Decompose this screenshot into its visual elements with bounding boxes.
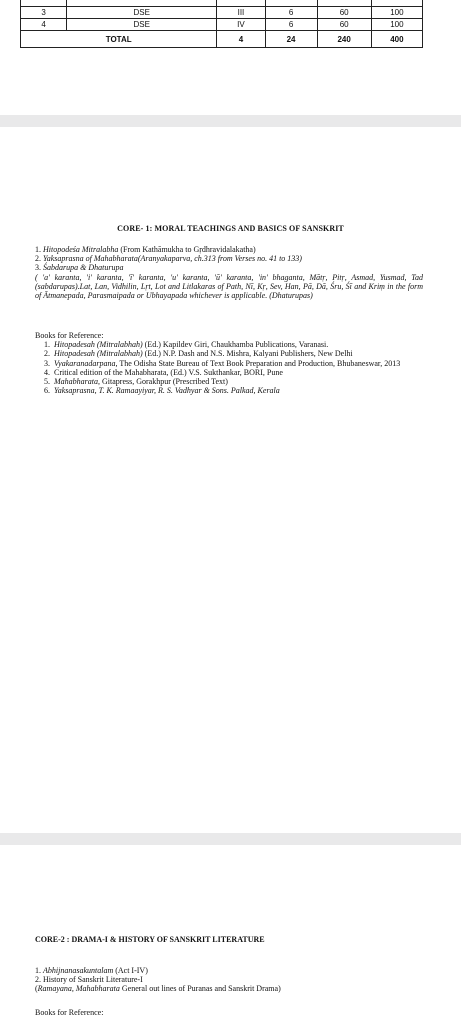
page-1 bbox=[0, 0, 461, 115]
list-item: 2. Hitopadesah (Mitralabhah) (Ed.) N.P. Dash and N.S. Mishra, Kalyani Publishers, New Delhi bbox=[44, 349, 353, 359]
table-total-row: TOTAL 4 24 240 400 bbox=[21, 31, 423, 48]
list-item: 3. Śabdarupa & Dhaturupa bbox=[35, 263, 124, 273]
reference-list bbox=[35, 340, 423, 395]
books-label: Books for Reference: bbox=[35, 331, 104, 340]
page-gap bbox=[0, 115, 461, 127]
core1-books bbox=[35, 331, 423, 395]
table-row: 3 DSE III 6 60 100 bbox=[21, 7, 423, 19]
credits-table bbox=[20, 0, 423, 48]
literature-note: (Ramayana, Mahabharata General out lines of Puranas and Sanskrit Drama) bbox=[35, 984, 281, 994]
dhaturupa-paragraph: ( 'a' karanta, 'i' karanta, 'ī' karanta, 'u' karanta, 'ū' karanta, 'in' bhaganta, Mātṛ, Pitṛ, Asmad, Yusmad, Tad (sabdarupas).Lat, Lan, Vidhilin, Lṛt, Lot and Litlakaras of Path, Nī, Kṛ, Sev, Han, Pā, Dā, Śru, Śī and Kriṃ in the form of Ātmanepada, Parasmaipada or Ubhayapada whichever is applicable. (Dhaturupas) bbox=[35, 272, 423, 301]
core2-syllabus bbox=[35, 966, 423, 994]
list-item: 2. Yaksaprasna of Mahabharata(Aranyakaparva, ch.313 from Verses no. 41 to 133) bbox=[35, 254, 302, 264]
list-item: 4. Critical edition of the Mahabharata, (Ed.) V.S. Sukthankar, BORI, Pune bbox=[44, 367, 283, 377]
list-item: 1. Hitopodeśa Mitralabha (From Kathāmukha to Gṛdhravidalakatha) bbox=[35, 245, 256, 254]
core1-syllabus bbox=[35, 245, 423, 300]
list-item: 2. History of Sanskrit Literature-I bbox=[35, 975, 143, 985]
list-item: 3. Vyakaranadarpana, The Odisha State Bureau of Text Book Preparation and Production, Bhubaneswar, 2013 bbox=[44, 358, 401, 368]
page-2 bbox=[0, 127, 461, 833]
list-item: 5. Mahabharata, Gitapress, Gorakhpur (Prescribed Text) bbox=[44, 377, 228, 387]
core2-heading: CORE-2 : DRAMA-I & HISTORY OF SANSKRIT LITERATURE bbox=[35, 935, 265, 944]
core2-books bbox=[35, 1008, 423, 1017]
page-3 bbox=[0, 845, 461, 1024]
list-item: 1. Hitopadesah (Mitralabhah) (Ed.) Kapildev Giri, Chaukhamba Publications, Varanasi. bbox=[44, 340, 329, 350]
page-gap bbox=[0, 833, 461, 845]
core1-heading: CORE- 1: MORAL TEACHINGS AND BASICS OF SANSKRIT bbox=[117, 224, 344, 233]
list-item: 6. Yaksaprasna, T. K. Ramaayiyar, R. S. Vadhyar & Sons. Palkad, Kerala bbox=[44, 386, 280, 396]
books-label: Books for Reference: bbox=[35, 1008, 104, 1017]
list-item: 1. Abhijnanasakuntalam (Act I-IV) bbox=[35, 966, 148, 975]
table-row: 4 DSE IV 6 60 100 bbox=[21, 19, 423, 31]
